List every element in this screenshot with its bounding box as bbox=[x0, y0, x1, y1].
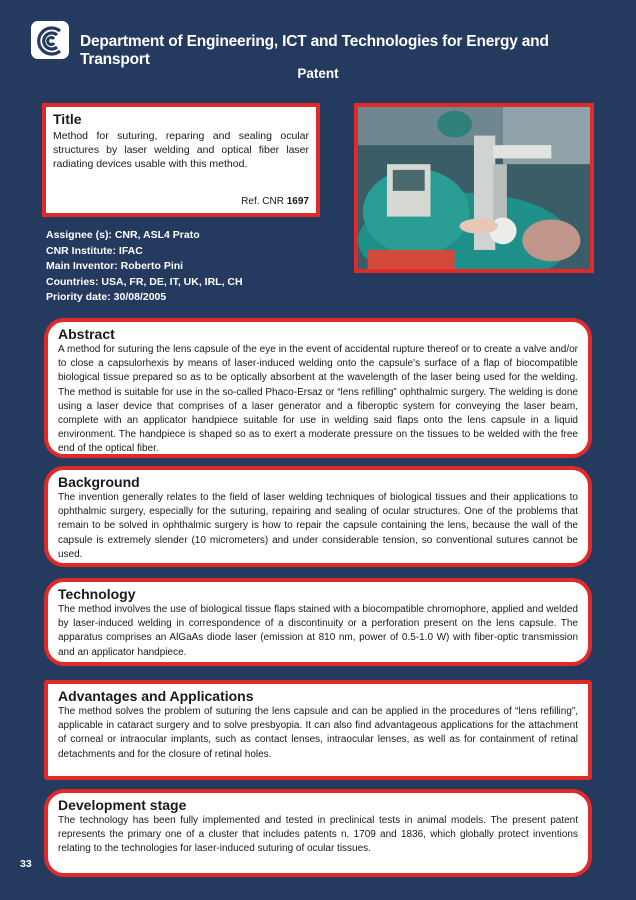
cnr-institute: CNR Institute: IFAC bbox=[46, 244, 143, 257]
abstract-section bbox=[44, 318, 592, 458]
countries: Countries: USA, FR, DE, IT, UK, IRL, CH bbox=[46, 275, 243, 288]
ref-value: 1697 bbox=[286, 196, 309, 207]
assignee: Assignee (s): CNR, ASL4 Prato bbox=[46, 229, 200, 241]
title-heading: Title bbox=[53, 111, 82, 127]
technology-text: The method involves the use of biological tissue flaps stained with a biocompatible chromophore, applied and welded by laser-induced welding in correspondence of a discontinuity or a perforation present on the lens capsule. The apparatus comprises an AlGaAs diode laser (emission at 810 nm, power of 0.5-1.0 W) with fiber-optic transmission and an applicator handpiece. bbox=[58, 604, 578, 658]
title-text: Method for suturing, reparing and sealing ocular structures by laser welding and optical fiber laser radiating devices usable with this method. bbox=[53, 130, 309, 170]
development-heading: Development stage bbox=[58, 797, 187, 813]
abstract-text: A method for suturing the lens capsule of the eye in the event of accidental rupture thereof or to create a valve and/or to close a capsulorhexis by means of laser-induced welding onto the capsule’s surface of a flap of biocompatible biological tissue prepared so as to be optically absorbent at the wavelength of the laser being used for the welding. The method is suitable for use in the so-called Phaco-Ersaz or “lens refilling” ophthalmic surgery. The welding is done using a laser device that comprises of a laser generator and a fiberoptic system for conveying the laser beam, complete with an applicator handpiece suitable for use in welding said flaps onto the lens capsule in a liquid environment. The handpiece is shaped so as to exert a moderate pressure on the tissues to be welded with the free end of the optical fiber. bbox=[58, 344, 578, 455]
priority-date: Priority date: 30/08/2005 bbox=[46, 291, 167, 303]
technology-section bbox=[44, 578, 592, 666]
background-section bbox=[44, 466, 592, 567]
technology-heading: Technology bbox=[58, 586, 136, 602]
abstract-heading: Abstract bbox=[58, 326, 115, 342]
advantages-text: The method solves the problem of suturing the lens capsule and can be applied in the procedures of “lens refilling”, applicable in cataract surgery and to solve presbyopia. It can also find advantageous applications for the attachment of corneal or intraocular implants, such as contact lenses, intraocular lenses, as well as for containment of retinal detachments and for the closure of retinal holes. bbox=[58, 706, 578, 760]
page-number: 33 bbox=[20, 858, 32, 870]
advantages-heading: Advantages and Applications bbox=[58, 688, 254, 704]
patent-info bbox=[46, 228, 346, 306]
department-title: Department of Engineering, ICT and Technologies for Energy and Transport bbox=[80, 33, 549, 68]
background-heading: Background bbox=[58, 474, 140, 490]
document-type-label: Patent bbox=[297, 66, 339, 81]
background-text: The invention generally relates to the field of laser welding techniques of biological tissues and their applications to ophthalmic surgery, especially for the suturing, repairing and sealing of ocular structures. One of the problems that remain to be solved in ophthalmic surgery is how to repair the capsule containing the lens, because the wall of the capsule is extremely slender (10 micrometers) and under considerable tension, so conventional sutures cannot be used. bbox=[58, 492, 578, 560]
development-text: The technology has been fully implemented and tested in preclinical tests in animal models. The present patent represents the primary one of a cluster that includes patents n. 1709 and 1836, which globally protect inventions relating to the technologies for laser-induced suturing of ocular tissues. bbox=[58, 815, 578, 855]
cnr-logo-icon bbox=[30, 20, 70, 60]
surgery-photo bbox=[354, 103, 594, 273]
title-box bbox=[42, 103, 320, 217]
reference-number bbox=[241, 196, 309, 207]
development-section bbox=[44, 789, 592, 877]
main-inventor: Main Inventor: Roberto Pini bbox=[46, 260, 184, 272]
advantages-section bbox=[44, 680, 592, 780]
ref-label: Ref. CNR bbox=[241, 196, 284, 207]
